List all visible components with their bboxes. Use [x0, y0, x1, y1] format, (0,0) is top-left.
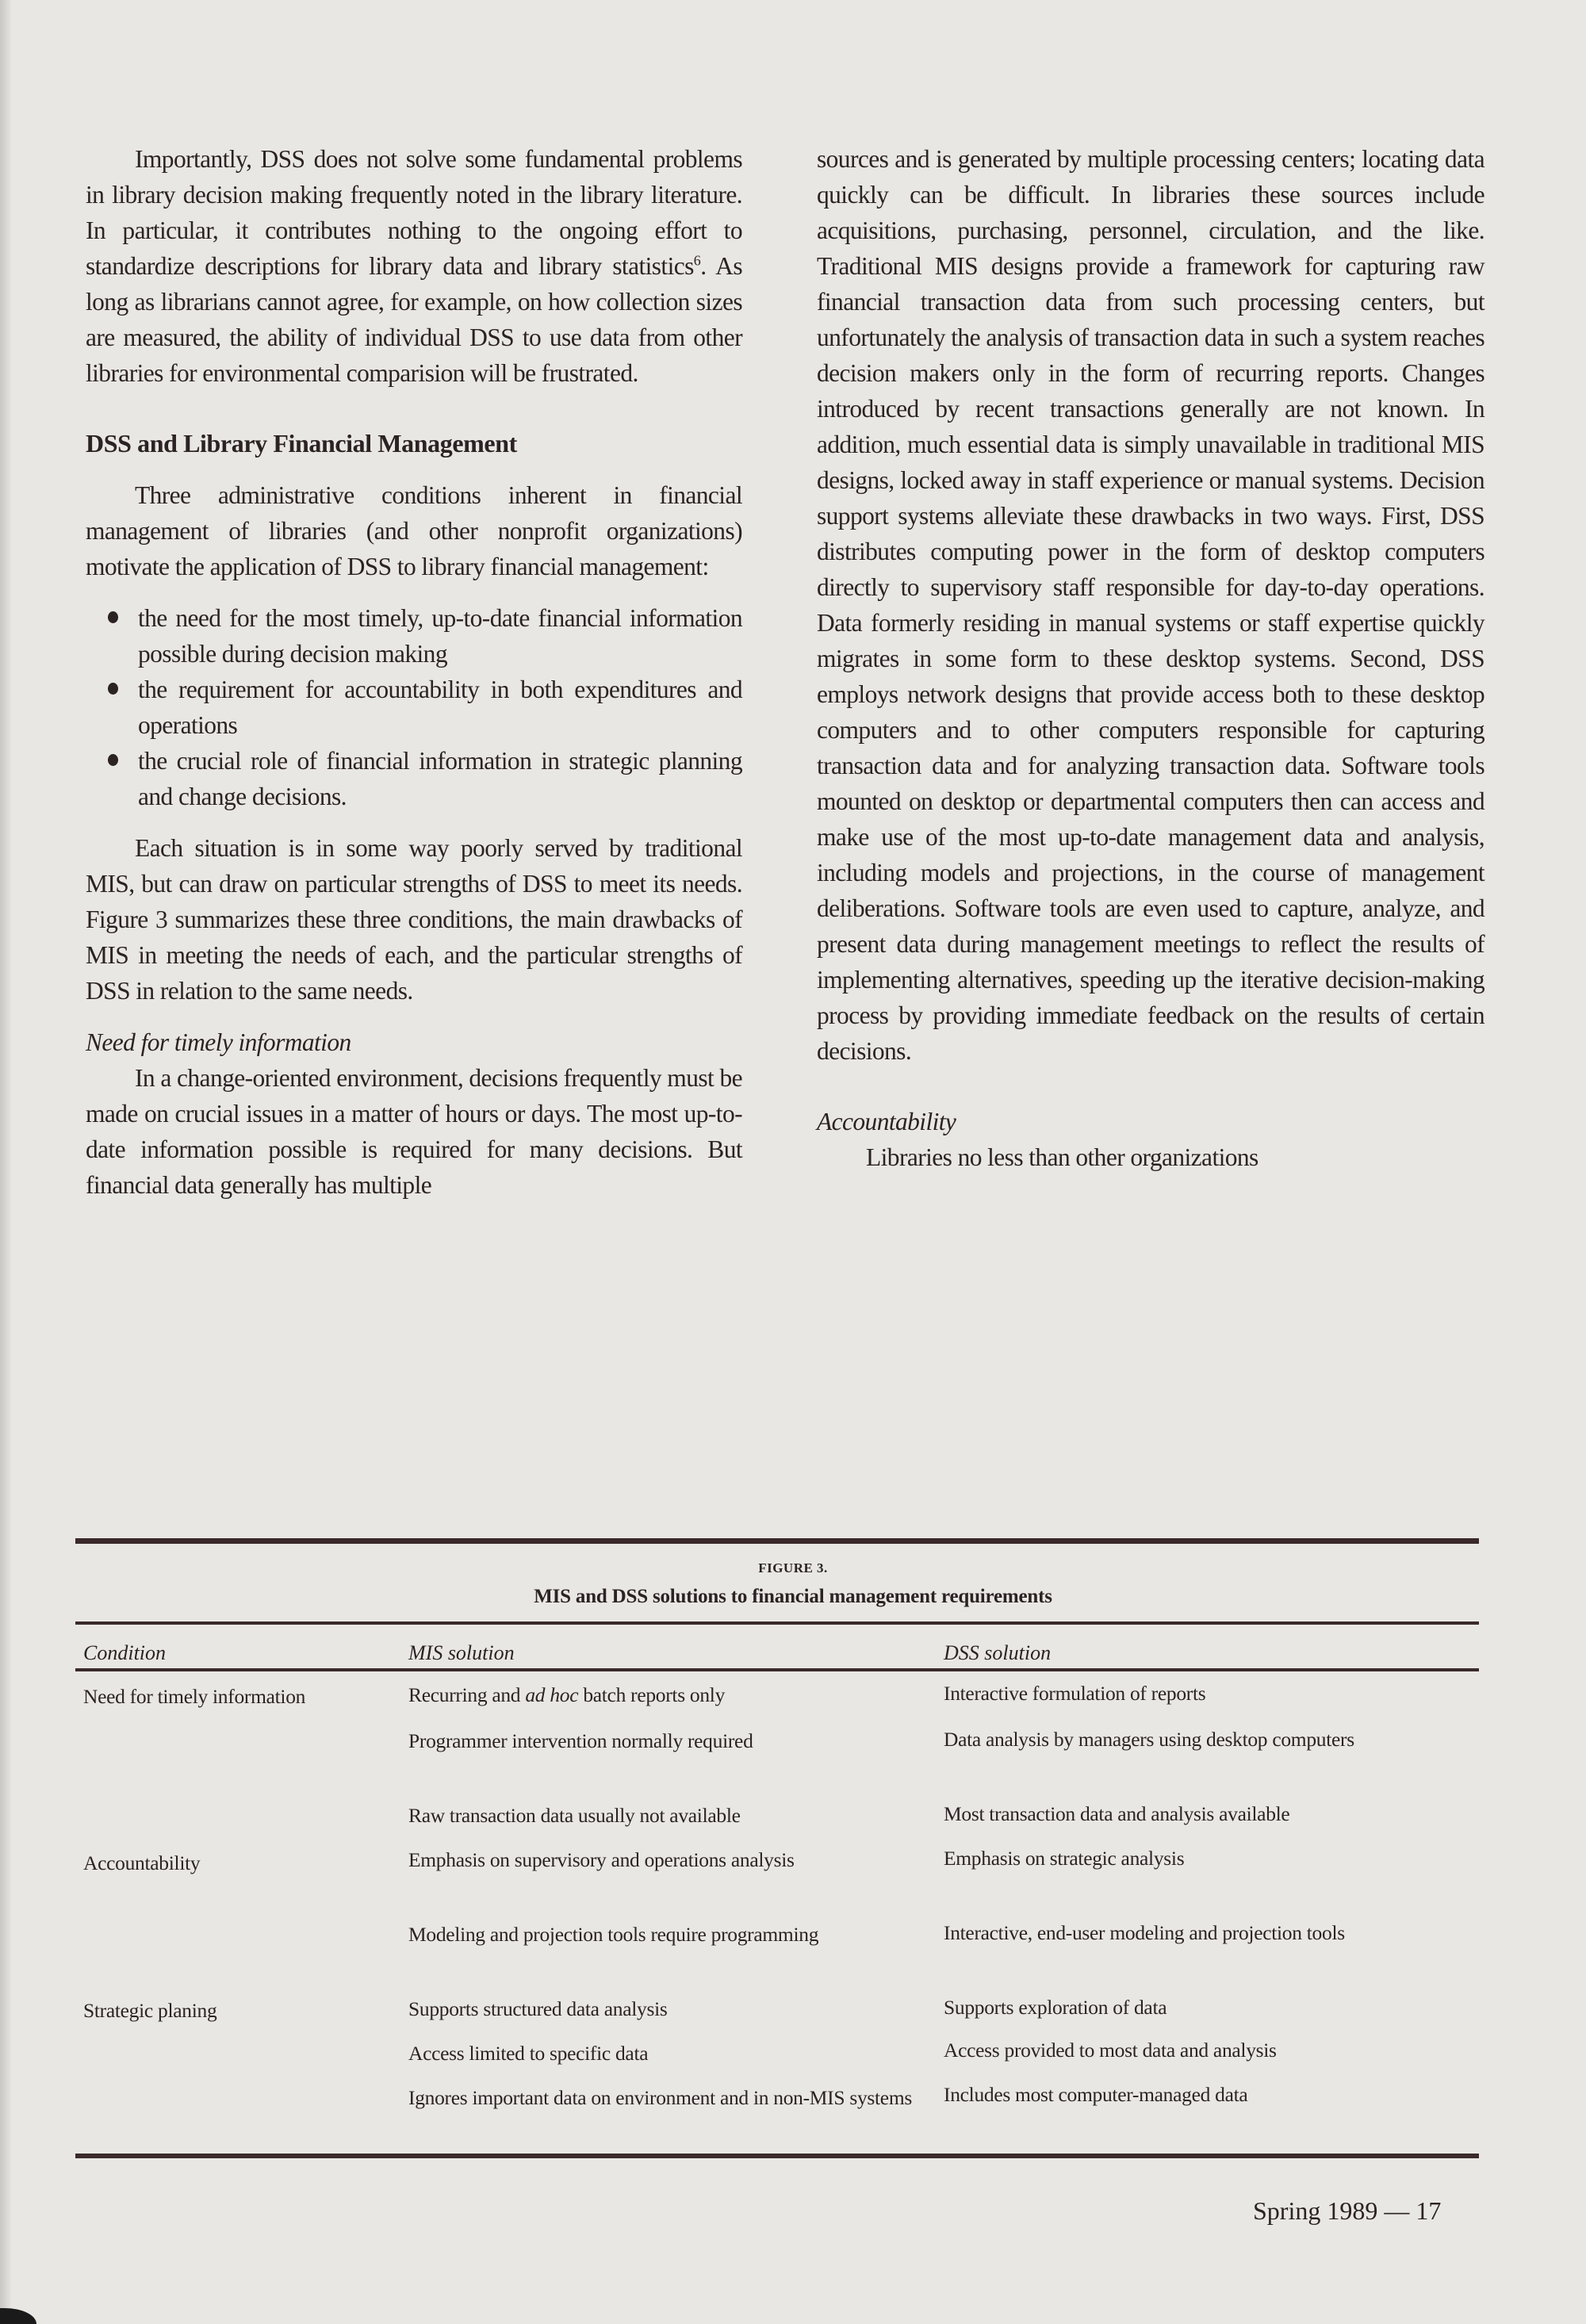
- table-cell-dss: Most transaction data and analysis available: [944, 1802, 1290, 1825]
- left-column: [86, 141, 742, 1203]
- header-rule: [75, 1668, 1479, 1671]
- subheading: Accountability: [817, 1108, 956, 1135]
- section-heading: DSS and Library Financial Management: [86, 429, 517, 458]
- spacer: [817, 1069, 1484, 1104]
- paragraph: In a change-oriented environment, decisions frequently must be made on crucial issues in a matter of hours or days. The most up-to-date information possible is required for many decisions. But financial data generally has multiple: [86, 1064, 742, 1199]
- figure-title-rule: [75, 1621, 1479, 1625]
- table-cell-condition: Accountability: [83, 1851, 201, 1874]
- table-cell-dss: Access provided to most data and analysis: [944, 2039, 1277, 2062]
- table-cell-dss: Includes most computer-managed data: [944, 2083, 1248, 2106]
- column-header-condition: Condition: [83, 1641, 167, 1664]
- list-item-text: the requirement for accountability in both expenditures and operations: [138, 676, 742, 739]
- cell-text-italic: ad hoc: [525, 1683, 579, 1706]
- cell-text: Recurring and: [408, 1683, 526, 1706]
- paragraph: sources and is generated by multiple processing centers; locating data quickly can be difficult. In libraries these sources include acquisitions, purchasing, personnel, circulation, and the like. Traditional MIS designs provide a framework for capturing raw financial transaction data from such processing centers, but unfortunately the analysis of transaction data in such a system reaches decision makers only in the form of recurring reports. Changes introduced by recent transactions generally are not known. In addition, much essential data is simply unavailable in traditional MIS designs, locked away in staff experience or manual systems. Decision support systems alleviate these drawbacks in two ways. First, DSS distributes computing power in the form of desktop computers directly to supervisory staff responsible for day-to-day operations. Data formerly residing in manual systems or staff expertise quickly migrates in some form to these desktop systems. Second, DSS employs network designs that provide access both to these desktop computers and to other computers responsible for capturing transaction data and for analyzing transaction data. Software tools mounted on desktop or departmental computers then can access and make use of the most up-to-date management data and analysis, including models and projections, in the course of management deliberations. Software tools are even used to capture, analyze, and present data during management meetings to reflect the results of implementing alternatives, speeding up the iterative decision-making process by providing immediate feedback on the results of certain decisions.: [817, 145, 1484, 1065]
- list-item: [86, 600, 742, 672]
- bullet-list: [86, 600, 742, 814]
- table-cell-condition: Need for timely information: [83, 1685, 306, 1708]
- table-cell-mis: Programmer intervention normally required: [408, 1729, 753, 1752]
- list-item-text: the need for the most timely, up-to-date financial information possible during decision making: [138, 604, 742, 668]
- table-cell-dss: Data analysis by managers using desktop computers: [944, 1728, 1354, 1751]
- paragraph: Three administrative conditions inherent in financial management of libraries (and other nonprofit organizations) motivate the application of DSS to library financial management:: [86, 481, 742, 580]
- paragraph: Libraries no less than other organizations: [866, 1143, 1258, 1171]
- table-cell-mis: Raw transaction data usually not available: [408, 1804, 741, 1827]
- figure-title: MIS and DSS solutions to financial management requirements: [534, 1586, 1052, 1607]
- figure-top-rule: [75, 1538, 1479, 1544]
- spacer: [86, 461, 742, 477]
- paragraph: [86, 141, 742, 391]
- table-cell-dss: Emphasis on strategic analysis: [944, 1847, 1185, 1870]
- bullet-icon: [108, 754, 118, 766]
- list-item: [86, 672, 742, 743]
- table-cell-mis: Emphasis on supervisory and operations analysis: [408, 1848, 795, 1871]
- column-header-dss: DSS solution: [944, 1641, 1052, 1664]
- list-item-text: the crucial role of financial information in strategic planning and change decisions.: [138, 747, 742, 810]
- table-cell-mis: Ignores important data on environment and in non-MIS systems: [408, 2086, 912, 2109]
- list-item: [86, 743, 742, 814]
- spacer: [86, 1009, 742, 1024]
- table-cell-dss: Interactive formulation of reports: [944, 1682, 1206, 1705]
- spacer: [86, 391, 742, 426]
- paragraph-text: . As long as librarians cannot agree, for example, on how collection sizes are measured, the ability of individual DSS to use data from other libraries for environmental comparision will be frustrated.: [86, 252, 742, 387]
- column-header-mis: MIS solution: [408, 1641, 515, 1664]
- page-edge: [0, 0, 11, 2324]
- subheading: Need for timely information: [86, 1028, 351, 1056]
- figure-bottom-rule: [75, 2154, 1479, 2158]
- figure-label: FIGURE 3.: [758, 1560, 828, 1575]
- page-footer: Spring 1989 — 17: [1253, 2196, 1442, 2225]
- table-cell-condition: Strategic planing: [83, 1999, 217, 2022]
- paragraph-text: Importantly, DSS does not solve some fundamental problems in library decision making frequently noted in the library literature. In particular, it contributes nothing to the ongoing effort to standardize descriptions for library data and library statistics: [86, 145, 742, 280]
- page-corner-shadow: [0, 2308, 36, 2324]
- paragraph: Each situation is in some way poorly served by traditional MIS, but can draw on particular strengths of DSS to meet its needs. Figure 3 summarizes these three conditions, the main drawbacks of MIS in meeting the needs of each, and the particular strengths of DSS in relation to the same needs.: [86, 834, 742, 1005]
- cell-text: batch reports only: [578, 1683, 726, 1706]
- spacer: [86, 584, 742, 600]
- table-cell-mis: [408, 1679, 916, 1711]
- table-cell-dss: Interactive, end-user modeling and projection tools: [944, 1921, 1345, 1944]
- bullet-icon: [108, 683, 118, 695]
- table-cell-dss: Supports exploration of data: [944, 1996, 1167, 2019]
- table-cell-mis: Access limited to specific data: [408, 2042, 649, 2065]
- table-cell-mis: Modeling and projection tools require programming: [408, 1923, 819, 1946]
- table-cell-mis: Supports structured data analysis: [408, 1997, 668, 2020]
- right-column: [817, 141, 1484, 1175]
- bullet-icon: [108, 611, 118, 623]
- footnote-ref[interactable]: 6: [693, 252, 701, 269]
- spacer: [86, 814, 742, 830]
